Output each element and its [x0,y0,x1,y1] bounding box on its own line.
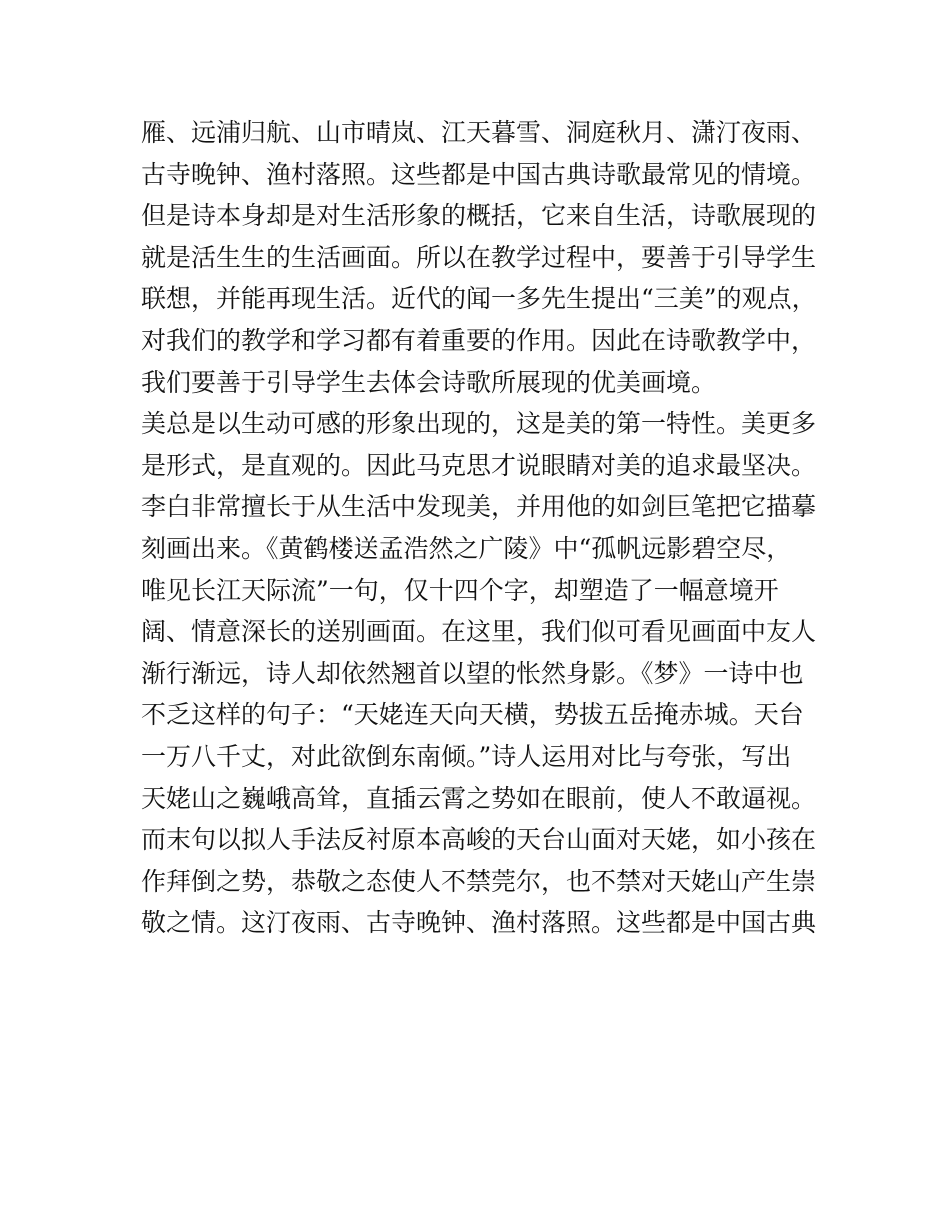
text-line: 天姥山之巍峨高耸，直插云霄之势如在眼前，使人不敢逼视。 [141,783,817,813]
text-line: 就是活生生的生活画面。所以在教学过程中，要善于引导学生 [141,242,817,272]
text-line: 一万八千丈，对此欲倒东南倾。”诗人运用对比与夸张，写出 [141,741,792,771]
text-line: 唯见长江天际流”一句，仅十四个字，却塑造了一幅意境开 [141,575,779,605]
text-line: 对我们的教学和学习都有着重要的作用。因此在诗歌教学中， [141,325,817,355]
text-line: 阔、情意深长的送别画面。在这里，我们似可看见画面中友人 [141,617,817,647]
text-line: 不乏这样的句子：“天姥连天向天横，势拔五岳掩赤城。天台 [141,700,804,730]
text-line: 美总是以生动可感的形象出现的，这是美的第一特性。美更多 [141,409,817,439]
text-line: 是形式，是直观的。因此马克思才说眼睛对美的追求最坚决。 [141,450,817,480]
text-line: 渐行渐远，诗人却依然翘首以望的怅然身影。《梦》一诗中也 [141,658,804,688]
text-line: 李白非常擅长于从生活中发现美，并用他的如剑巨笔把它描摹 [141,492,817,522]
text-line: 作拜倒之势，恭敬之态使人不禁莞尔，也不禁对天姥山产生崇 [141,866,817,896]
text-line: 我们要善于引导学生去体会诗歌所展现的优美画境。 [141,367,717,397]
text-line: 古寺晚钟、渔村落照。这些都是中国古典诗歌最常见的情境。 [141,159,817,189]
body-text [141,112,841,944]
text-line: 联想，并能再现生活。近代的闻一多先生提出“三美”的观点， [141,284,817,314]
text-line: 而末句以拟人手法反衬原本高峻的天台山面对天姥，如小孩在 [141,825,817,855]
text-line: 雁、远浦归航、山市晴岚、江天暮雪、洞庭秋月、潇汀夜雨、 [141,118,817,147]
text-line: 敬之情。这汀夜雨、古寺晚钟、渔村落照。这些都是中国古典 [141,908,817,938]
text-line: 刻画出来。《黄鹤楼送孟浩然之广陵》中“孤帆远影碧空尽， [141,533,792,563]
text-line: 但是诗本身却是对生活形象的概括，它来自生活，诗歌展现的 [141,201,817,231]
